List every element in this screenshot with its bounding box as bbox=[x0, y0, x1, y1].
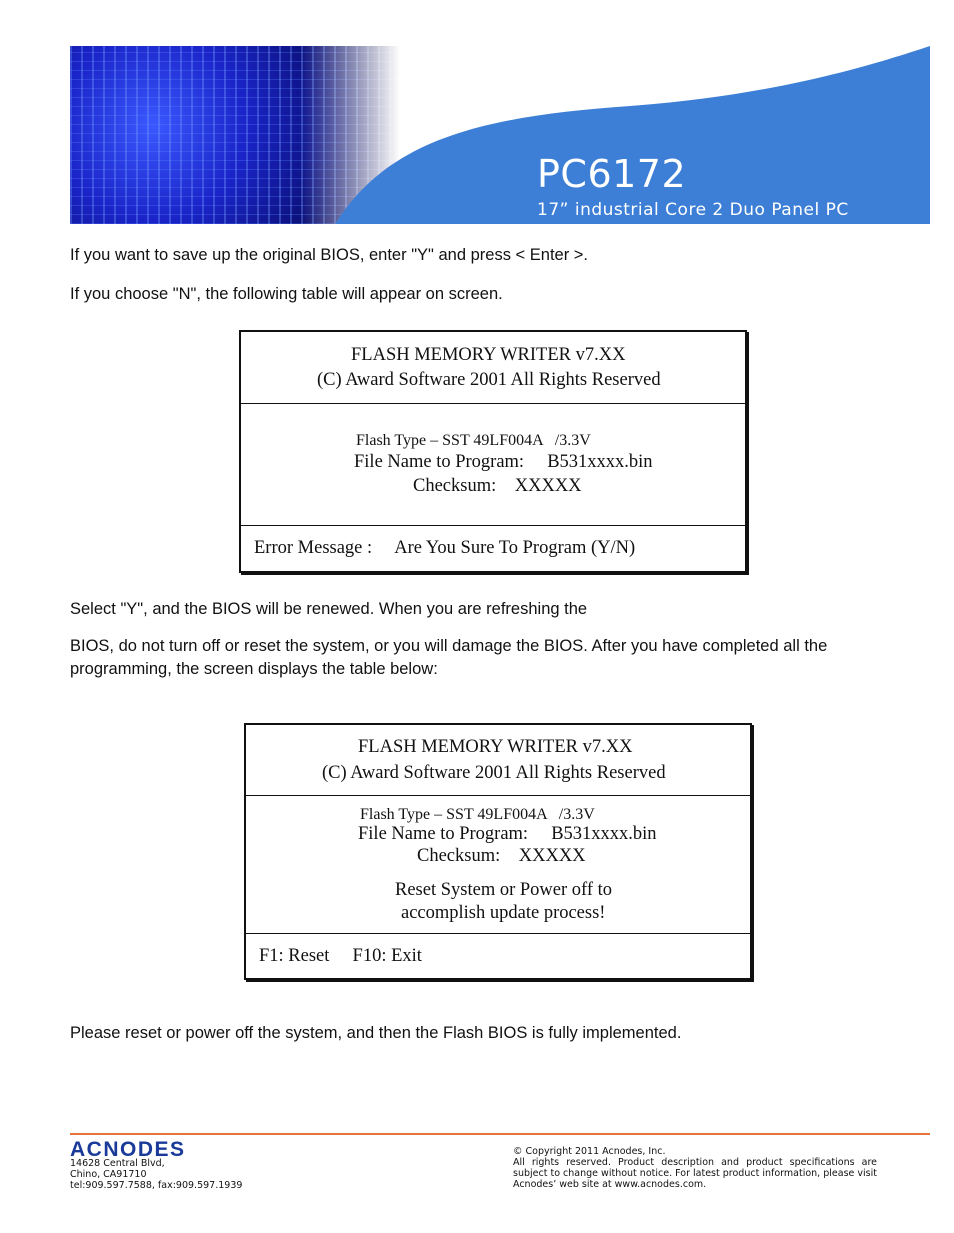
screen-header bbox=[241, 332, 745, 403]
paragraph-choose-n: If you choose "N", the following table will appear on screen. bbox=[70, 285, 503, 303]
screen-copyright: (C) Award Software 2001 All Rights Reserved bbox=[322, 763, 666, 783]
paragraph-warning: BIOS, do not turn off or reset the system, or you will damage the BIOS. After you have completed all the programming, the screen displays the table below: bbox=[70, 637, 828, 678]
company-address bbox=[70, 1158, 242, 1191]
flash-type-line: Flash Type – SST 49LF004A /3.3V bbox=[356, 432, 591, 449]
rights-notice: All rights reserved. Product description and product specifications are subject to change without notice. For latest product information, please visit Acnodes’ web site at www.acnodes.com. bbox=[513, 1157, 877, 1190]
bios-screen-complete bbox=[244, 723, 752, 980]
screen-message bbox=[241, 525, 745, 571]
copyright-line: © Copyright 2011 Acnodes, Inc. bbox=[513, 1146, 666, 1157]
file-name-line: File Name to Program: B531xxxx.bin bbox=[354, 452, 653, 472]
banner-wave-shape bbox=[70, 46, 930, 224]
acnodes-logo bbox=[70, 1138, 230, 1158]
paragraph-select-y: Select "Y", and the BIOS will be renewed. When you are refreshing the bbox=[70, 600, 588, 618]
product-title: PC6172 bbox=[537, 152, 687, 196]
flash-type-line: Flash Type – SST 49LF004A /3.3V bbox=[360, 806, 595, 823]
screen-header bbox=[246, 725, 750, 795]
header-banner bbox=[70, 46, 930, 224]
address-line: Chino, CA91710 bbox=[70, 1169, 147, 1180]
svg-text:ACNODES: ACNODES bbox=[70, 1138, 186, 1158]
checksum-line: Checksum: XXXXX bbox=[413, 476, 582, 496]
paragraph-reset-power-off: Please reset or power off the system, and then the Flash BIOS is fully implemented. bbox=[70, 1024, 682, 1042]
screen-copyright: (C) Award Software 2001 All Rights Reserved bbox=[317, 370, 661, 390]
checksum-line: Checksum: XXXXX bbox=[417, 846, 586, 866]
paragraph-save-bios: If you want to save up the original BIOS, enter "Y" and press < Enter >. bbox=[70, 246, 589, 264]
screen-info bbox=[246, 795, 750, 933]
contact-line: tel:909.597.7588, fax:909.597.1939 bbox=[70, 1180, 243, 1191]
address-line: 14628 Central Blvd, bbox=[70, 1158, 165, 1169]
file-name-line: File Name to Program: B531xxxx.bin bbox=[358, 824, 657, 844]
screen-info bbox=[241, 403, 745, 525]
reset-line-1: Reset System or Power off to bbox=[395, 880, 613, 900]
footer-divider bbox=[70, 1133, 930, 1135]
error-message-line: Error Message : Are You Sure To Program (Y/N) bbox=[254, 538, 636, 558]
screen-keys bbox=[246, 933, 750, 978]
function-keys-line: F1: Reset F10: Exit bbox=[259, 946, 422, 966]
footer-copyright bbox=[513, 1146, 877, 1190]
bios-screen-confirm bbox=[239, 330, 747, 573]
screen-title: FLASH MEMORY WRITER v7.XX bbox=[351, 345, 626, 365]
product-subtitle: 17” industrial Core 2 Duo Panel PC bbox=[537, 200, 849, 220]
screen-title: FLASH MEMORY WRITER v7.XX bbox=[358, 737, 633, 757]
reset-line-2: accomplish update process! bbox=[401, 903, 606, 923]
